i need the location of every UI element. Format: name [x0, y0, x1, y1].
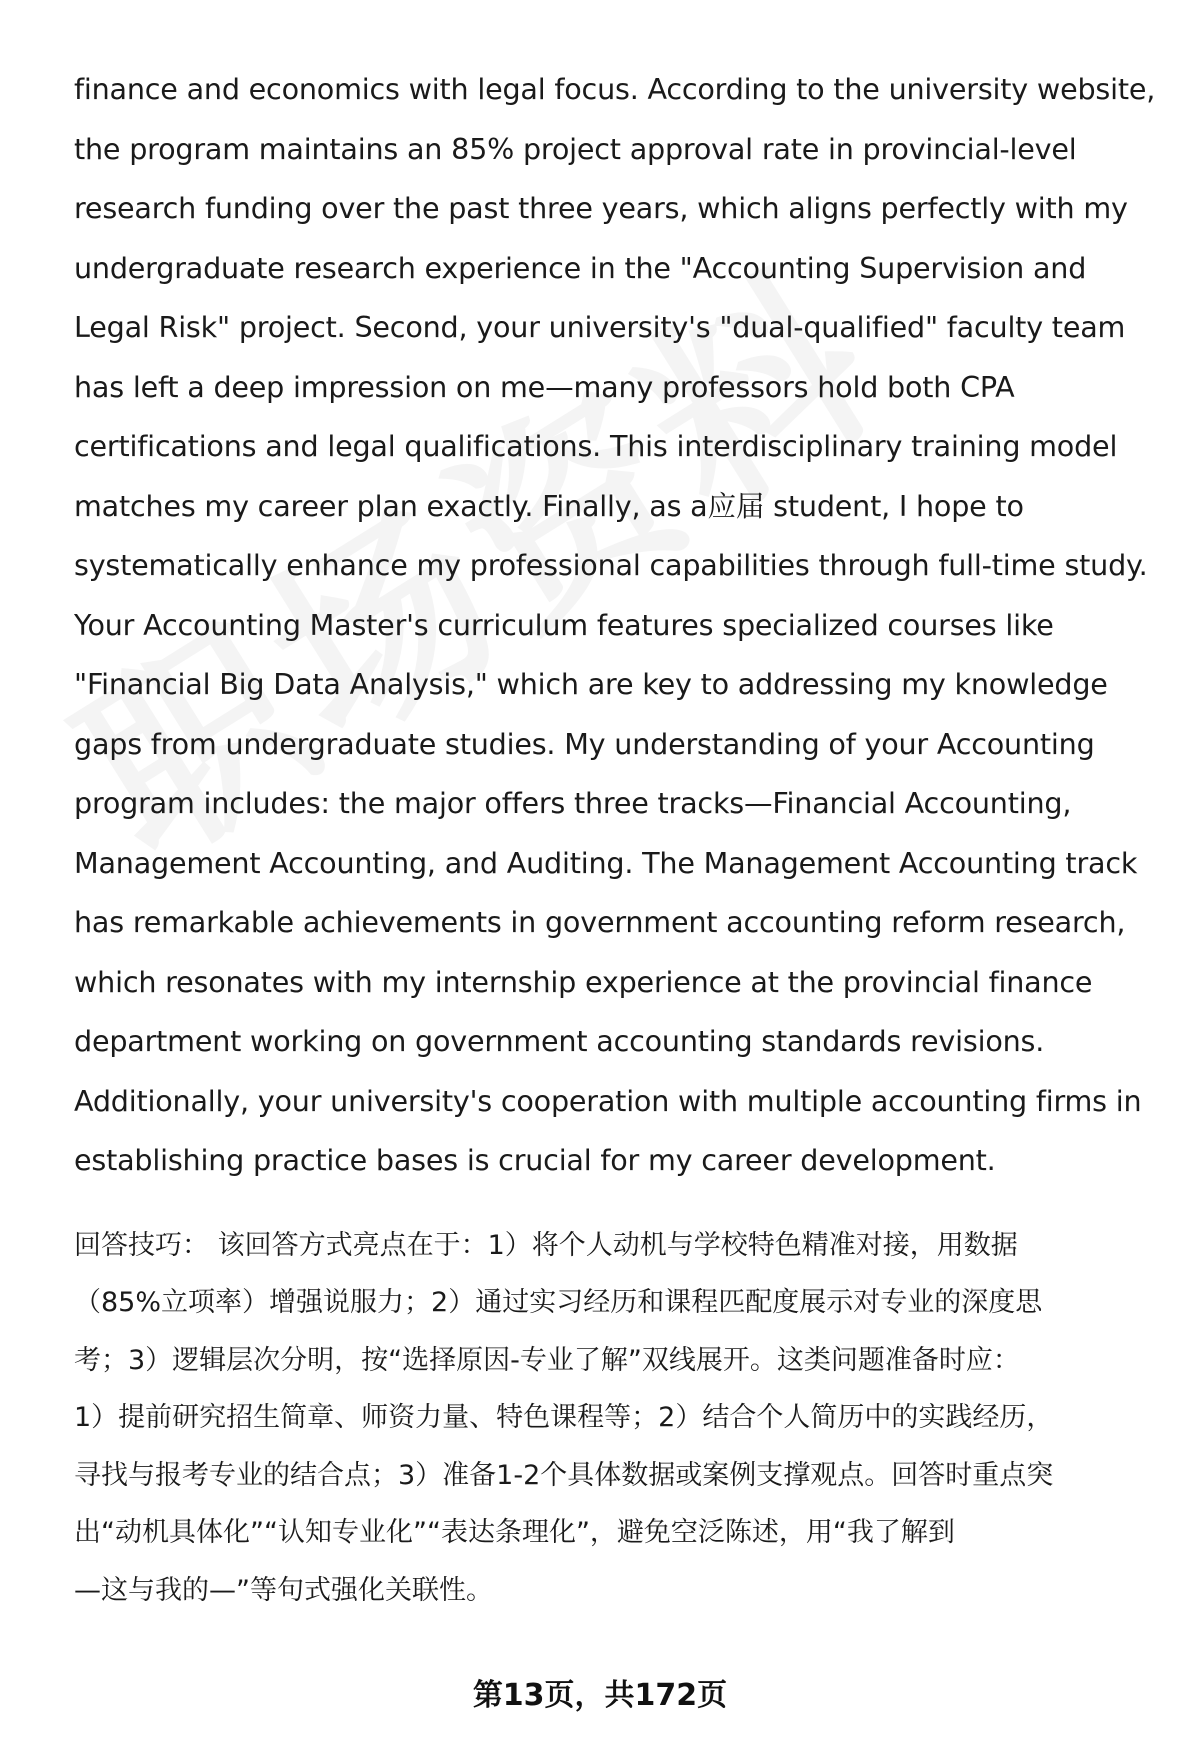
- body-paragraph: finance and economics with legal focus. According to the university website, the program maintains an 85% project approval rate in provincial-level research funding over the past three years, which aligns perfectly with my undergraduate research experience in the "Accounting Supervision and Legal Risk" project. Second, your university's "dual-qualified" faculty team has left a deep impression on me—many professors hold both CPA certifications and legal qualifications. This interdisciplinary training model matches my career plan exactly. Finally, as a应届 student, I hope to systematically enhance my professional capabilities through full-time study. Your Accounting Master's curriculum features specialized courses like "Financial Big Data Analysis," which are key to addressing my knowledge gaps from undergraduate studies. My understanding of your Accounting program includes: the major offers three tracks—Financial Accounting, Management Accounting, and Auditing. The Management Accounting track has remarkable achievements in government accounting reform research, which resonates with my internship experience at the provincial finance department working on government accounting standards revisions. Additionally, your university's cooperation with multiple accounting firms in establishing practice bases is crucial for my career development.: [74, 72, 1156, 1177]
- page-content: [74, 60, 1164, 1619]
- page-number-footer: 第13页，共172页: [472, 1678, 728, 1713]
- answer-tips-paragraph: 回答技巧： 该回答方式亮点在于：1）将个人动机与学校特色精准对接，用数据 （85%立项率）增强说服力；2）通过实习经历和课程匹配度展示对专业的深度思 考；3）逻辑层次分明，按“选择原因-专业了解”双线展开。这类问题准备时应： 1）提前研究招生简章、师资力量、特色课程等；2）结合个人简历中的实践经历， 寻找与报考专业的结合点；3）准备1-2个具体数据或案例支撑观点。回答时重点突 出“动机具体化”“认知专业化”“表达条理化”，避免空泛陈述，用“我了解到 —这与我的—”等句式强化关联性。: [74, 1229, 1054, 1606]
